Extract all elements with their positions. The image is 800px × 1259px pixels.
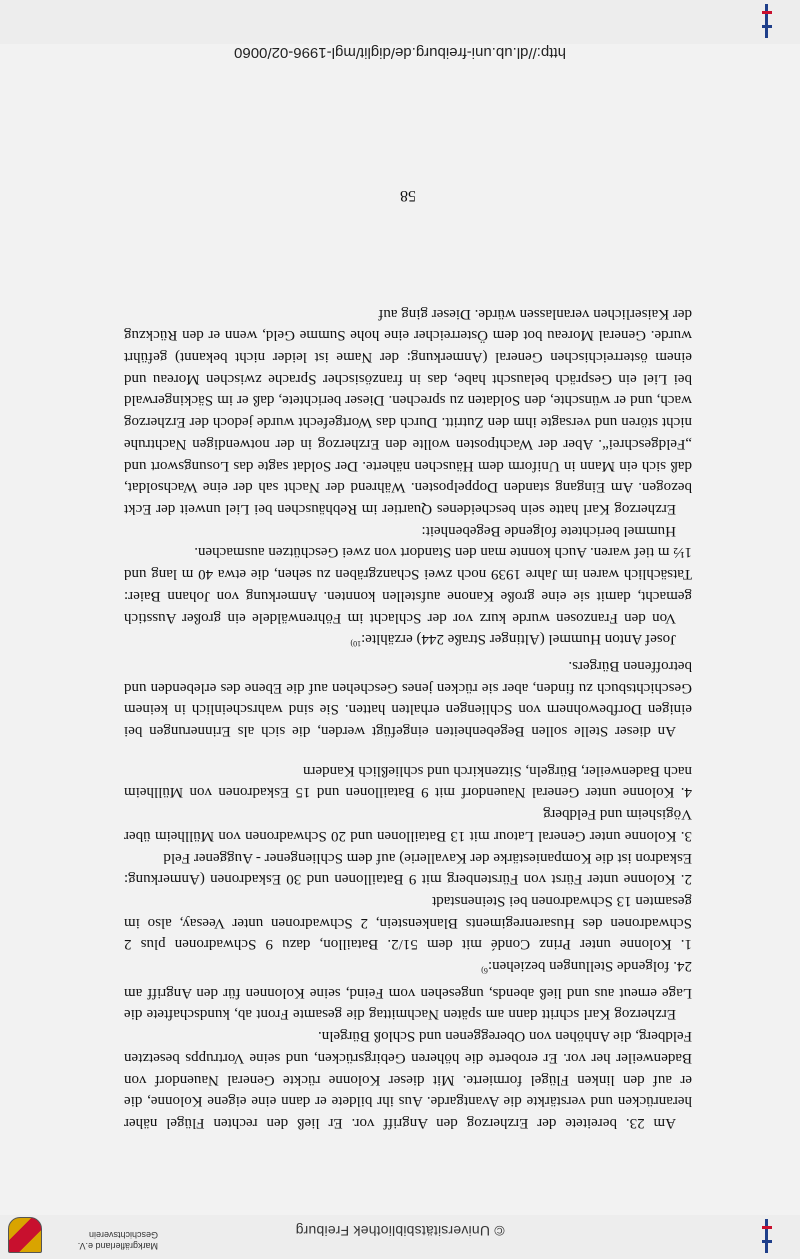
society-name — [48, 1229, 158, 1251]
page-number: 58 — [400, 187, 416, 204]
repository-credit: © Universitätsbibliothek Freiburg — [295, 1223, 505, 1239]
paragraph: Erzherzog Karl hatte sein bescheidenes Quartier im Rebhäuschen bei Liel unweit der Eckt bezogen. Am Eingang standen Doppelposten. Während der Nacht sah der eine Wachsoldat, daß sich ein Mann in Uniform dem Häuschen näherte. Der Soldat sagte das Losungswort und „Feldgeschrei“. Aber der Wachtposten wollte den Erzherzog in der notwendigen Nachtruhe nicht stören und versagte ihm den Zutritt. Durch das Wortgefecht wurde jedoch der Erzherzog wach, und er wünschte, den Soldaten zu sprechen. Dieser berichtete, daß er im Säckingerwald bei Liel ein Gespräch belauscht habe, das in französischer Sprache zwischen Moreau und einem österreichischen General (Anmerkung: der Name ist leider nicht bekannt) geführt wurde. General Moreau bot dem Österreicher eine hohe Summe Geld, wenn er den Rückzug der Kaiserlichen veranlassen würde. Dieser ging auf — [124, 305, 692, 518]
university-logo-icon — [762, 4, 772, 38]
society-crest-icon — [8, 1217, 42, 1253]
permalink-url[interactable]: http://dl.ub.uni-freiburg.de/diglit/mgl-1996-02/0060 — [234, 44, 566, 61]
footnote-mark: 10) — [350, 639, 362, 649]
paragraph: Hummel berichtete folgende Begebenheit: — [421, 522, 676, 539]
footnote-mark: 6) — [481, 966, 488, 976]
paragraph: Erzherzog Karl schritt dann am späten Nachmittag die gesamte Front ab, kundschaftete die Lage erneut aus und ließ abends, ungesehen vom Feind, seine Kolonnen für den Angriff am 24. folgende Stellungen beziehen:$^{6)}$ — [124, 958, 692, 1023]
paragraph: An dieser Stelle sollen Begebenheiten eingefügt werden, die sich als Erinnerungen bei einigen Dorfbewohnern von Schliengen erhalten hatten. Sie sind wahrscheinlich in keinem Geschichtsbuch zu finden, aber sie rücken jenes Geschehen auf die Ebene des erlebenden und betroffenen Bürgers. — [124, 657, 692, 740]
list-item: 4. Kolonne unter General Nauendorf mit 9 Bataillonen und 15 Eskadronen von Müllheim nach Badenweiler, Bürgeln, Sitzenkirch und schließlich Kandern — [124, 762, 692, 801]
society-line-1: Markgräflerland e.V. — [77, 1241, 158, 1251]
list-item: 2. Kolonne unter Fürst von Fürstenberg mit 9 Bataillonen und 30 Eskadronen (Anmerkung: Eskadron ist die Kompaniestärke der Kavallerie) auf dem Schliengener - Auggener Feld — [124, 849, 692, 888]
list-item: 3. Kolonne unter General Latour mit 13 Bataillonen und 20 Schwadronen von Müllheim über Vögisheim und Feldberg — [124, 806, 692, 844]
paragraph: Von den Franzosen wurde kurz vor der Schlacht im Föhrenwäldele ein großer Ausstich gemacht, damit sie eine große Kanone aufstellen konnten. Anmerkung von Johann Baier: Tatsächlich waren im Jahre 1939 noch zwei Schanzgräben zu sehen, die etwa 40 m lang und 1½ m tief waren. Auch konnte man den Standort von zwei Geschützen ausmachen. — [124, 544, 692, 626]
paragraph: Am 23. bereitete der Erzherzog den Angriff vor. Er ließ den rechten Flügel näher heranrücken und verstärkte die Avantgarde. Aus ihr bildete er dann eine eigene Kolonne, die er auf den linken Flügel formierte. Mit dieser Kolonne rückte General Nauendorf von Badenweiler her vor. Er eroberte die höheren Gebirgsrücken, und seine Vortrupps besetzten Feldberg, die Anhöhen von Obereggenen und Schloß Bürgeln. — [124, 1028, 692, 1131]
repository-banner — [0, 1215, 800, 1259]
society-line-2: Geschichtsverein — [88, 1230, 158, 1240]
bottom-banner — [0, 0, 800, 44]
page-text — [124, 302, 692, 1133]
list-item: 1. Kolonne unter Prinz Condé mit dem 51/2. Bataillon, dazu 9 Schwadronen plus 2 Schwadronen des Husarenregiments Blankenstein, 2 Schwadronen unter Veesay, also im gesamten 13 Schwadronen bei Steinenstadt — [124, 892, 692, 953]
paragraph: Josef Anton Hummel (Altinger Straße 244) erzählte:$^{10)}$ — [350, 631, 676, 649]
